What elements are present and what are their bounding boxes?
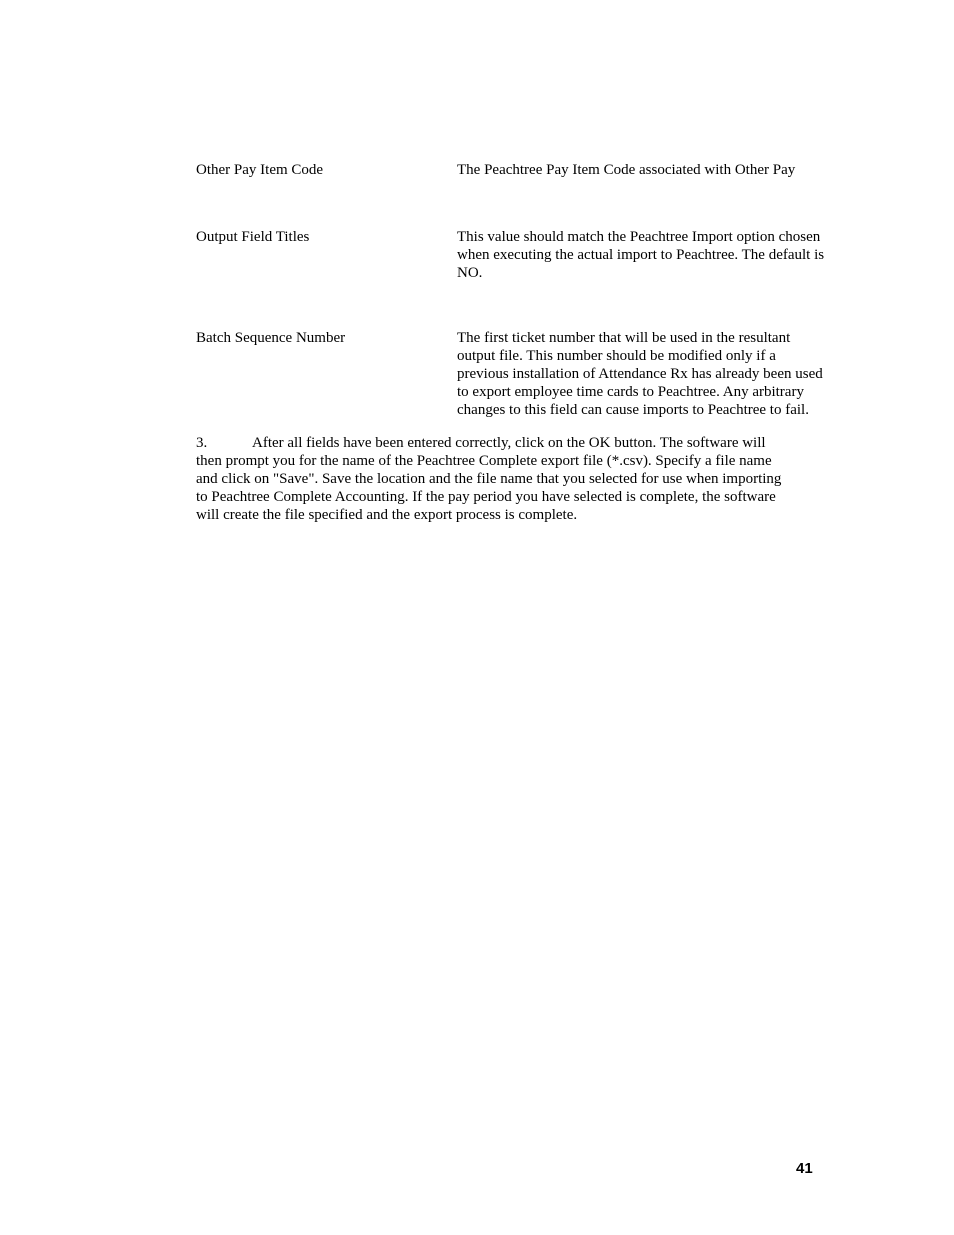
field-description-line: The Peachtree Pay Item Code associated with Other Pay	[457, 162, 796, 178]
field-description-line: previous installation of Attendance Rx has already been used	[457, 366, 823, 382]
field-description	[457, 228, 847, 282]
step-number: 3.	[196, 435, 208, 451]
field-name: Batch Sequence Number	[196, 330, 346, 346]
step-line: then prompt you for the name of the Peachtree Complete export file (*.csv). Specify a file name	[196, 453, 772, 469]
field-description-line: changes to this field can cause imports to Peachtree to fail.	[457, 402, 809, 418]
field-description	[457, 161, 847, 179]
step-line	[196, 434, 816, 452]
field-name: Other Pay Item Code	[196, 162, 324, 178]
step-text: After all fields have been entered correctly, click on the OK button. The software will	[252, 435, 766, 451]
step-paragraph	[196, 434, 816, 524]
field-description-line: The first ticket number that will be used in the resultant	[457, 330, 791, 346]
field-name: Output Field Titles	[196, 229, 310, 245]
step-line: and click on "Save". Save the location and the file name that you selected for use when importing	[196, 471, 782, 487]
page-number: 41	[796, 1160, 813, 1177]
field-description-line: when executing the actual import to Peachtree. The default is	[457, 247, 825, 263]
step-line: will create the file specified and the export process is complete.	[196, 507, 578, 523]
field-description	[457, 329, 847, 419]
step-line: to Peachtree Complete Accounting. If the pay period you have selected is complete, the software	[196, 489, 776, 505]
field-description-line: NO.	[457, 265, 483, 281]
field-description-line: to export employee time cards to Peachtree. Any arbitrary	[457, 384, 804, 400]
field-description-line: output file. This number should be modified only if a	[457, 348, 776, 364]
field-description-line: This value should match the Peachtree Import option chosen	[457, 229, 821, 245]
